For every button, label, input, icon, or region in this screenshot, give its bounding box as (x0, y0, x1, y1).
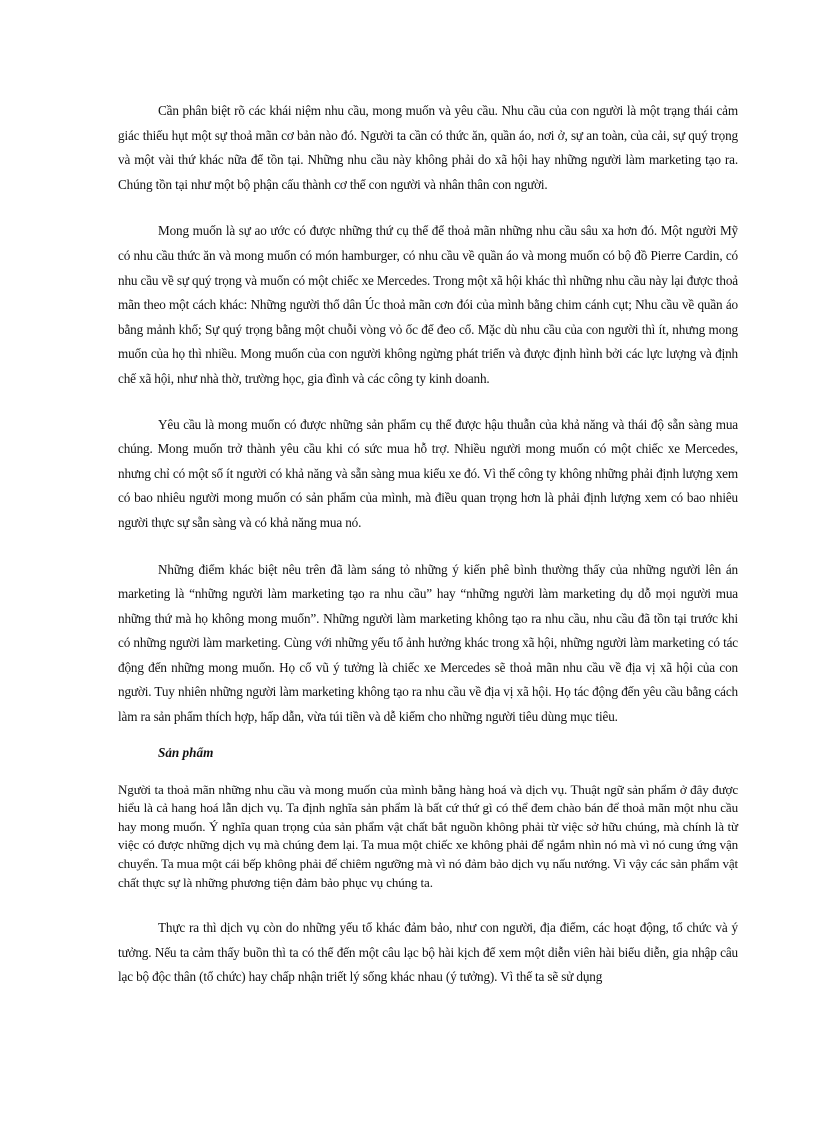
document-page (118, 96, 738, 990)
section-heading-products: Sản phẩm (158, 744, 214, 760)
paragraph-marketing-critique: Những điểm khác biệt nêu trên đã làm sáng tỏ những ý kiến phê bình thường thấy của những người lên án marketing là “những người làm marketing tạo ra nhu cầu” hay “những người làm marketing dụ dỗ mọi người mua những thứ mà họ không mong muốn”. Những người làm marketing không tạo ra nhu cầu, nhu cầu đã tồn tại trước khi có những người làm marketing. Cùng với những yếu tố ảnh hưởng khác trong xã hội, những người làm marketing có tác động đến những mong muốn. Họ cổ vũ ý tưởng là chiếc xe Mercedes sẽ thoả mãn nhu cầu về địa vị xã hội của con người. Tuy nhiên những người làm marketing không tạo ra nhu cầu về địa vị xã hội. Họ tác động đến yêu cầu bằng cách làm ra sản phẩm thích hợp, hấp dẫn, vừa túi tiền và dễ kiếm cho những người tiêu dùng mục tiêu. (118, 561, 738, 725)
paragraph-wants-definition: Mong muốn là sự ao ước có được những thứ cụ thể để thoả mãn những nhu cầu sâu xa hơn đó. Một người Mỹ có nhu cầu thức ăn và mong muốn có món hamburger, có nhu cầu về quần áo và mong muốn có bộ đồ Pierre Cardin, có nhu cầu về sự quý trọng và muốn có một chiếc xe Mercedes. Trong một xã hội khác thì những nhu cầu này lại được thoả mãn theo một cách khác: Những người thổ dân Úc thoả mãn cơn đói của mình bằng chim cánh cụt; Nhu cầu về quần áo bằng mảnh khố; Sự quý trọng bằng một chuỗi vòng vỏ ốc để đeo cổ. Mặc dù nhu cầu của con người thì ít, nhưng mong muốn của họ thì nhiều. Mong muốn của con người không ngừng phát triển và được định hình bởi các lực lượng và định chế xã hội, như nhà thờ, trường học, gia đình và các công ty kinh doanh. (118, 223, 738, 386)
paragraph-products-definition: Người ta thoả mãn những nhu cầu và mong muốn của mình bằng hàng hoá và dịch vụ. Thuật ngữ sản phẩm ở đây được hiểu là cả hang hoá lẫn dịch vụ. Ta định nghĩa sản phẩm là bất cứ thứ gì có thể đem chào bán để thoả mãn một nhu cầu hay mong muốn. Ý nghĩa quan trọng của sản phẩm vật chất bắt nguồn không phải từ việc sở hữu chúng, mà chính là từ việc có được những dịch vụ mà chúng đem lại. Ta mua một chiếc xe không phải để ngắm nhìn nó mà vì nó cung ứng vận chuyển. Ta mua một cái bếp không phải để chiêm ngưỡng mà vì nó đảm bảo dịch vụ nấu nướng. Vì vậy các sản phẩm vật chất thực sự là những phương tiện đảm bảo phục vụ chúng ta. (118, 781, 738, 890)
paragraph-demands-definition: Yêu cầu là mong muốn có được những sản phẩm cụ thể được hậu thuẫn của khả năng và thái độ sẵn sàng mua chúng. Mong muốn trở thành yêu cầu khi có sức mua hỗ trợ. Nhiều người mong muốn có một chiếc xe Mercedes, nhưng chỉ có một số ít người có khả năng và sẵn sàng mua kiểu xe đó. Vì thế công ty không những phải định lượng xem có bao nhiêu người mong muốn có sản phẩm của mình, mà điều quan trọng hơn là phải định lượng xem có bao nhiêu người thực sự sẵn sàng và có khả năng mua nó. (118, 416, 738, 530)
paragraph-services: Thực ra thì dịch vụ còn do những yếu tố khác đảm bảo, như con người, địa điểm, các hoạt động, tổ chức và ý tưởng. Nếu ta cảm thấy buồn thì ta có thể đến một câu lạc bộ hài kịch để xem một diễn viên hài biểu diễn, gia nhập câu lạc bộ độc thân (tổ chức) hay chấp nhận triết lý sống khác nhau (ý tưởng). Vì thế ta sẽ sử dụng (118, 920, 738, 985)
paragraph-needs-definition: Cần phân biệt rõ các khái niệm nhu cầu, mong muốn và yêu cầu. Nhu cầu của con người là một trạng thái cảm giác thiếu hụt một sự thoả mãn cơ bản nào đó. Người ta cần có thức ăn, quần áo, nơi ở, sự an toàn, của cải, sự quý trọng và một vài thứ khác nữa để tồn tại. Những nhu cầu này không phải do xã hội hay những người làm marketing tạo ra. Chúng tồn tại như một bộ phận cấu thành cơ thể con người và nhân thân con người. (118, 103, 738, 192)
